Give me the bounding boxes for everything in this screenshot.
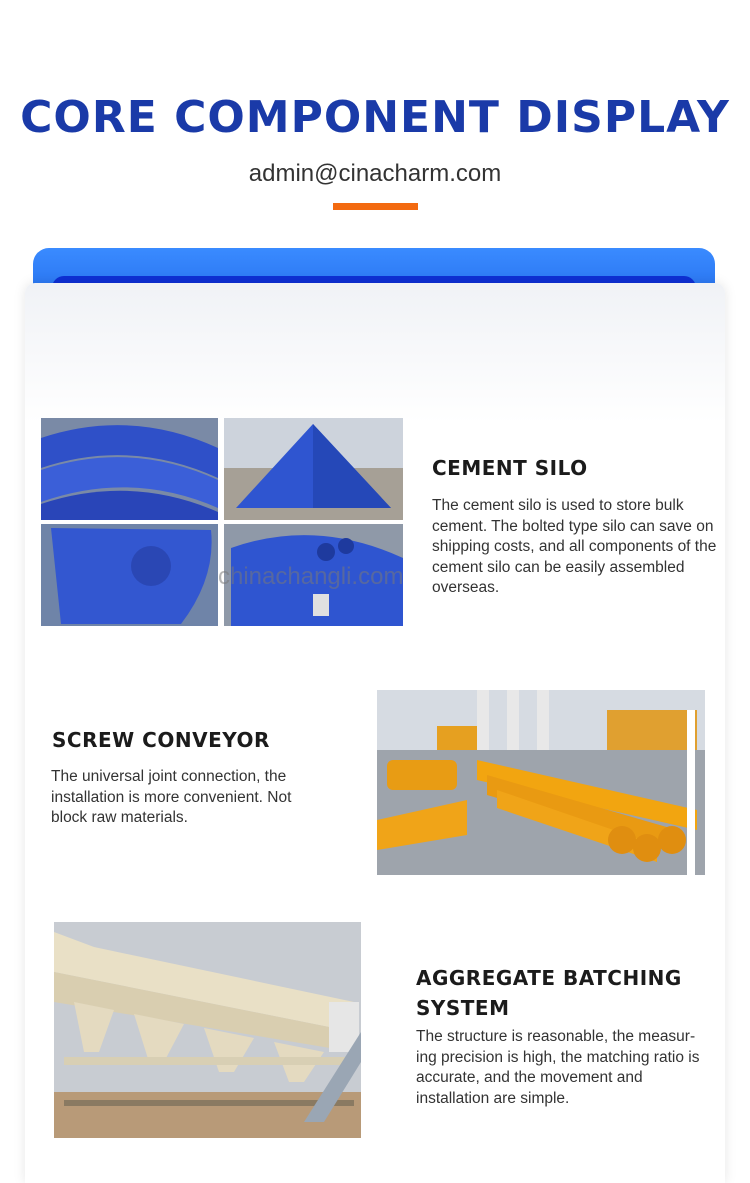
watermark: chinachangli.com — [218, 563, 404, 590]
batching-system-title-line1: AGGREGATE BATCHING — [416, 966, 682, 990]
screw-conveyor-photo — [377, 690, 705, 875]
cement-silo-description: The cement silo is used to store bulk cement. The bolted type silo can save on shipping costs, and all components of the cement silo can be easily assembled overseas. — [432, 497, 717, 596]
contact-email: admin@cinacharm.com — [248, 160, 502, 187]
batching-system-title-line2: SYSTEM — [416, 996, 510, 1020]
screw-conveyor-title: SCREW CONVEYOR — [52, 728, 270, 752]
cement-silo-photo — [41, 418, 403, 626]
cement-silo-title: CEMENT SILO — [432, 456, 588, 480]
title-underline — [333, 203, 418, 210]
batching-system-description: The structure is reasonable, the measur-ing precision is high, the matching ratio is accurate, and the movement and installation are simple. — [416, 1028, 700, 1107]
batching-system-photo — [54, 922, 361, 1138]
page-title: CORE COMPONENT DISPLAY — [20, 92, 730, 143]
screw-conveyor-description: The universal joint connection, the installation is more convenient. Not block raw materials. — [51, 768, 292, 826]
